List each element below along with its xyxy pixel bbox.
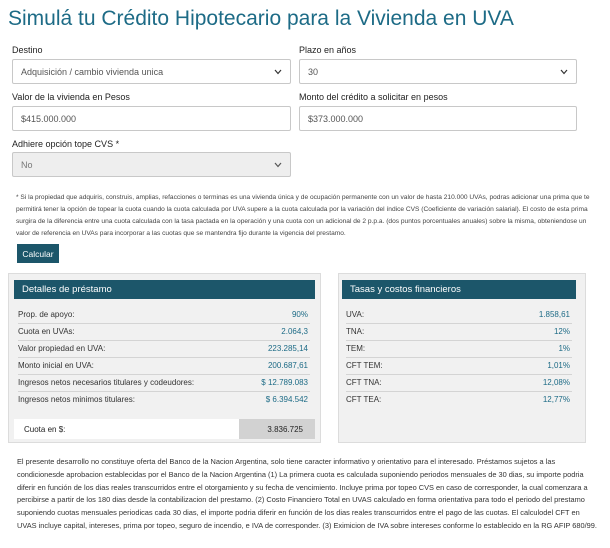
- detalle-row: Valor propiedad en UVA: 223.285,14: [18, 344, 308, 353]
- plazo-value: 30: [308, 66, 319, 77]
- monto-credito-label: Monto del crédito a solicitar en pesos: [299, 92, 448, 102]
- destino-select[interactable]: [12, 59, 291, 84]
- tasa-row: TEM: 1%: [346, 344, 570, 353]
- calcular-button[interactable]: Calcular: [17, 244, 59, 263]
- detalle-row: Ingresos netos minimos titulares: $ 6.394.542: [18, 395, 308, 404]
- tasa-row: UVA: 1.858,61: [346, 310, 570, 319]
- page-title: Simulá tu Crédito Hipotecario para la Vivienda en UVA: [8, 7, 514, 30]
- cvs-note: * Si la propiedad que adquiris, construis, amplias, refacciones o terminas es una vivienda única y de ocupación permanente con un valor de hasta 210.000 UVAs, podras adicionar una prima que te permitirá tener la opción de topear la cuota cuando la cuota calculada por UVA supere a la cuota calculada por la variación del índice CVS (Coeficiente de variación salarial). El costo de esta prima surgira de la diferencia entre una cuota calculada con la tasa pactada en la operación y una cuota con un adicional de 2 p.p.a. (dos puntos porcentuales anuales) sobre la misma, obteniendose un valor de referencia en UVAs para incorporar a las cuotas que se mantendra fijo durante la vigencia del prestamo.: [16, 194, 590, 237]
- tope-cvs-label: Adhiere opción tope CVS *: [12, 139, 120, 149]
- disclaimer-text: El presente desarrollo no constituye oferta del Banco de la Nacion Argentina, solo tiene caracter informativo y orientativo para el interesado. Préstamos sujetos a las condicionesde aprobacion establecidas por el Banco de la Nacion Argentina (1) La primera cuota es calculada suponiendo periodos mensuales de 30 dias, su importe podria diferir en función de los dias reales transcurridos entre el otorgamiento y su fecha de vencimiento. Incluye prima por topeo CVS en caso de corresponder, la cual comenzara a percibirse a partir de los 180 dias desde la contabilizacion del prestamo. (2) Costo Financiero Total en UVAS calculado en forma orientativa para todo el periodo del prestamo suponiendo cuotas mensuales periodicas cada 30 dias, el importe podria diferir en función de los dias reales transcurridos entre el pago de las cuotas. El calculodel CFT en UVAS incluye capital, intereses, prima por topeo, seguro de incendio, e IVA de corresponder. (3) Eximicion de IVA sobre intereses conforme lo establecido en la RG AFIP 680/99.: [17, 457, 597, 530]
- chevron-down-icon: [560, 68, 568, 76]
- tasa-row: CFT TEA: 12,77%: [346, 395, 570, 404]
- tasa-row: CFT TNA: 12,08%: [346, 378, 570, 387]
- valor-vivienda-input[interactable]: [12, 106, 291, 131]
- tasa-row: CFT TEM: 1,01%: [346, 361, 570, 370]
- cuota-value: 3.836.725: [239, 419, 315, 439]
- detalle-row: Monto inicial en UVA: 200.687,61: [18, 361, 308, 370]
- monto-credito-value: $373.000.000: [308, 113, 364, 124]
- detalle-row: Cuota en UVAs: 2.064,3: [18, 327, 308, 336]
- tasas-heading: Tasas y costos financieros: [342, 280, 576, 299]
- plazo-label: Plazo en años: [299, 45, 357, 55]
- cuota-label: Cuota en $:: [14, 419, 239, 439]
- tope-cvs-value: No: [21, 159, 33, 170]
- valor-vivienda-label: Valor de la vivienda en Pesos: [12, 92, 130, 102]
- chevron-down-icon: [274, 68, 282, 76]
- detalle-row: Ingresos netos necesarios titulares y codeudores: $ 12.789.083: [18, 378, 308, 387]
- valor-vivienda-value: $415.000.000: [21, 113, 77, 124]
- tasa-row: TNA: 12%: [346, 327, 570, 336]
- tope-cvs-select[interactable]: [12, 152, 291, 177]
- detalle-row: Prop. de apoyo: 90%: [18, 310, 308, 319]
- chevron-down-icon: [274, 161, 282, 169]
- detalles-heading: Detalles de préstamo: [14, 280, 315, 299]
- destino-value: Adquisición / cambio vivienda unica: [21, 66, 164, 77]
- monto-credito-input[interactable]: [299, 106, 577, 131]
- destino-label: Destino: [12, 45, 43, 55]
- plazo-select[interactable]: [299, 59, 577, 84]
